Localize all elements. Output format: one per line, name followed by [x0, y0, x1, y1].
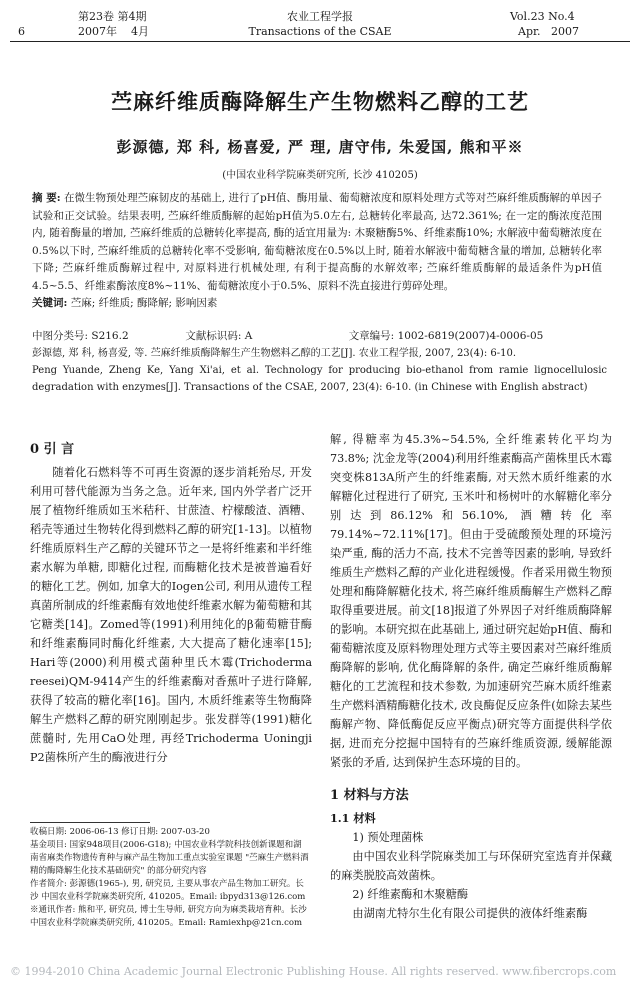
material-item-1: 1) 预处理菌株	[352, 831, 424, 844]
intro-paragraph-1: 随着化石燃料等不可再生资源的逐步消耗殆尽, 开发利用可替代能源为当务之急。近年来, 国内外学者广泛开展了植物纤维质如玉米秸秆、甘蔗渣、柠檬酸渣、酒糟、稻壳等通过生物转化得到燃料乙醇的研究[1-13]。以植物纤维质原料生产乙醇的关键环节之一是将纤维素和半纤维素水解为单糖, 即糖化过程, 而酶糖化技术是被普遍看好的糖化工艺。例如, 加拿大的Iogen公司, 利用从遗传工程真菌所制成的纤维素酶有效地使纤维素水解为葡萄糖和其它糖类[14]。Zomed等(1991)利用纯化的β葡萄糖苷酶和纤维素酶同时酶化纤维素, 大大提高了糖化速率[15]; Hari等(2000)利用模式菌种里氏木霉(Trichoderma reesei)QM-9414产生的纤维素酶对香蕉叶子进行降解, 获得了较高的糖化率[16]。国内, 木质纤维素等生物酶降解生产燃料乙醇的研究刚刚起步。张发群等(1991)糖化蔗髓时, 先用CaO处理, 再经Trichoderma Uoningji P2菌株所产生的酶液进行分	[30, 466, 312, 764]
footnote-rule	[30, 822, 150, 823]
right-column	[330, 430, 612, 923]
keywords-label: 关键词:	[32, 297, 68, 309]
paper-affiliation: (中国农业科学院麻类研究所, 长沙 410205)	[222, 170, 418, 181]
intro-paragraph-2: 解, 得糖率为45.3%~54.5%, 全纤维素转化平均为73.8%; 沈金龙等(2004)利用纤维素酶高产菌株里氏木霉突变株813A所产生的纤维素酶, 对天然木质纤维素的水解糖化过程进行了研究, 玉米叶和杨树叶的水解糖化率分别达到86.12%和56.10%, 酒糟转化率79.14%~72.11%[17]。但由于受硫酸预处理的环境污染严重, 酶的活力不高, 技术不完善等因素的影响, 导致纤维质生产燃料乙醇的产业化进程缓慢。作者采用微生物预处理和酶降解糖化技术, 将苎麻纤维质酶解生产燃料乙醇取得重要进展。前文[18]报道了外界因子对纤维质酶降解的影响。本研究拟在此基础上, 通过研究起始pH值、酶和葡萄糖浓度及原料物理处理方式等主要因素对苎麻纤维质酶降解的影响, 优化酶降解的条件, 确定苎麻纤维质酶解糖化的工艺流程和技术参数, 为加速研究苎麻木质纤维素生产燃料酒精酶糖化技术, 改良酶促反应条件(如除去某些酶解产物、降低酶促反应平衡点)研究等方面提供科学依据, 进而充分挖掘中国特有的苎麻纤维质资源, 缓解能源紧张的矛盾, 达到保护生态环境的目的。	[330, 433, 612, 769]
watermark: © 1994-2010 China Academic Journal Electronic Publishing House. All rights reserved. www.fibercrops.com	[10, 965, 617, 978]
header-volume-en: Vol.23 No.4	[510, 10, 575, 23]
citation	[32, 345, 607, 396]
footnote-received: 收稿日期: 2006-06-13 修订日期: 2007-03-20	[30, 827, 210, 837]
header-page-number: 6	[18, 25, 25, 38]
keywords-text: 苎麻; 纤维质; 酶降解; 影响因素	[70, 297, 218, 309]
article-number: 文章编号: 1002-6819(2007)4-0006-05	[348, 330, 544, 342]
material-item-2-text: 由湖南尤特尔生化有限公司提供的液体纤维素酶	[352, 907, 588, 920]
footnote	[30, 826, 310, 930]
abstract-label: 摘 要:	[32, 192, 61, 204]
header-journal-en: Transactions of the CSAE	[248, 25, 392, 38]
material-item-1-text: 由中国农业科学院麻类加工与环保研究室选育并保藏的麻类脱胶高效菌株。	[330, 850, 612, 882]
abstract	[32, 190, 602, 313]
header-date-cn: 2007年 4月	[78, 25, 149, 38]
header-rule	[10, 41, 630, 42]
document-code: 文献标识码: A	[185, 330, 253, 342]
clc-number: 中图分类号: S216.2	[32, 330, 129, 342]
methods-heading: 1 材料与方法	[330, 788, 409, 803]
abstract-text: 在微生物预处理苎麻韧皮的基础上, 进行了pH值、酶用量、葡萄糖浓度和原料处理方式等对苎麻纤维质酶解的单因子试验和正交试验。结果表明, 苎麻纤维质酶解的起始pH值为5.0左右, 总糖转化率最高, 达72.361%; 在一定的酶浓度范围内, 随着酶量的增加, 苎麻纤维质的总糖转化率提高, 酶的适宜用量为: 木聚糖酶5%、纤维素酶10%; 水解液中葡萄糖浓度在0.5%以下时, 苎麻纤维质的总糖转化率不受影响, 葡萄糖浓度在0.5%以上时, 随着水解液中葡萄糖含量的增加, 总糖转化率下降; 苎麻纤维质酶解过程中, 对原料进行机械处理, 有利于提高酶的水解效率; 苎麻纤维质酶解的最适条件为pH值4.5~5.5、纤维素酶浓度8%~11%、葡萄糖浓度小于0.5%、原料不洗直接进行剪碎处理。	[32, 192, 602, 292]
paper-title: 苎麻纤维质酶降解生产生物燃料乙醇的工艺	[111, 89, 529, 114]
material-item-2: 2) 纤维素酶和木聚糖酶	[352, 888, 469, 901]
citation-cn: 彭源德, 郑 科, 杨喜爱, 等. 苎麻纤维质酶降解生产生物燃料乙醇的工艺[J]. 农业工程学报, 2007, 23(4): 6-10.	[32, 348, 517, 359]
materials-subheading: 1.1 材料	[330, 811, 376, 825]
left-column	[30, 440, 312, 767]
header-date-en: Apr. 2007	[518, 25, 580, 38]
header-volume-cn: 第23卷 第4期	[78, 10, 147, 23]
header-journal-cn: 农业工程学报	[287, 10, 353, 23]
intro-heading: 0 引 言	[30, 442, 75, 457]
footnote-corresponding: ※通讯作者: 熊和平, 研究员, 博士生导师, 研究方向为麻类栽培育种。长沙 中国农业科学院麻类研究所, 410205。Email: Ramiexhp@21cn.com	[30, 905, 307, 928]
citation-en: Peng Yuande, Zheng Ke, Yang Xi'ai, et al. Technology for producing bio-ethanol from ramie lignocellulosic degradation with enzymes[J]. Transactions of the CSAE, 2007, 23(4): 6-10. (in Chinese with English abstract)	[32, 365, 607, 393]
footnote-fund: 基金项目: 国家948项目(2006-G18); 中国农业科学院科技创新课题和湖南省麻类作物遗传育种与麻产品生物加工重点实验室课题 "苎麻生产燃料酒精的酶降解生化技术基础研究" 的部分研究内容	[30, 840, 309, 876]
footnote-author: 作者简介: 彭源德(1965-), 男, 研究员, 主要从事农产品生物加工研究。长沙 中国农业科学院麻类研究所, 410205。Email: ibpyd313@126.com	[30, 879, 306, 902]
meta-row	[32, 327, 612, 345]
paper-authors: 彭源德, 郑 科, 杨喜爱, 严 理, 唐守伟, 朱爱国, 熊和平※	[116, 138, 524, 156]
